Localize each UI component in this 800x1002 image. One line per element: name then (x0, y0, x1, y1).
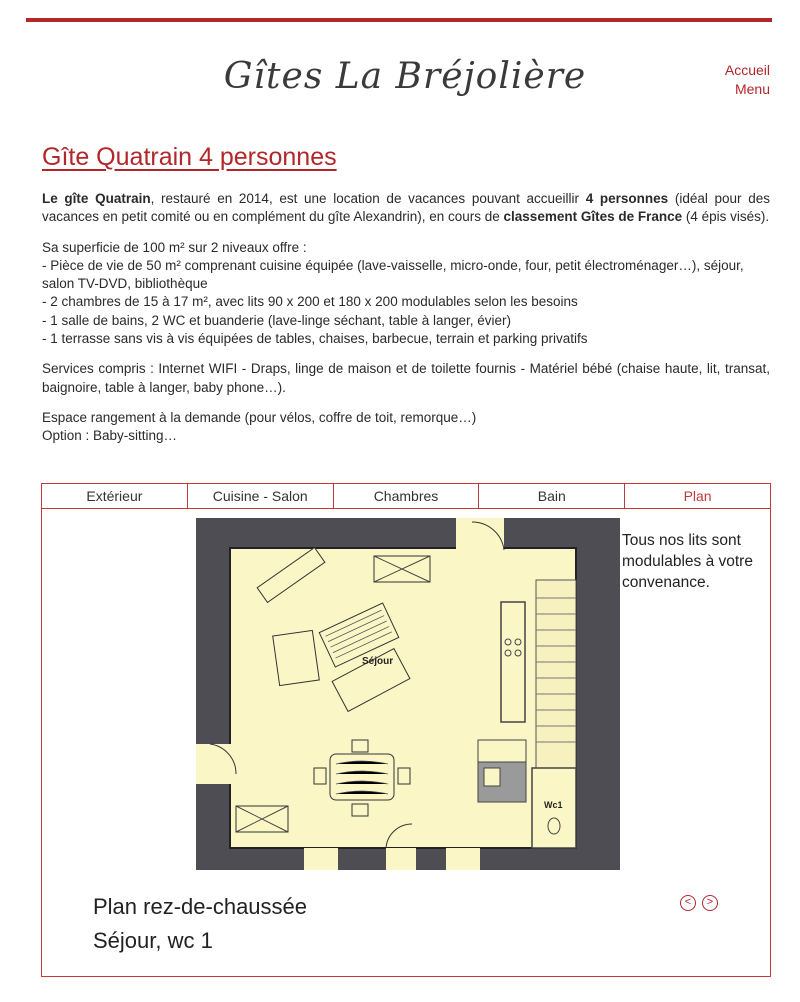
next-slide-button[interactable]: > (702, 895, 718, 911)
slide-caption (93, 890, 307, 958)
tab-plan[interactable]: Plan (683, 488, 712, 504)
features-line: - 1 terrasse sans vis à vis équipées de tables, chaises, barbecue, terrain et parking privatifs (42, 331, 588, 347)
tab-chambres[interactable]: Chambres (334, 484, 480, 508)
features-line: - 1 salle de bains, 2 WC et buanderie (lave-linge séchant, table à langer, évier) (42, 312, 512, 328)
classification: classement Gîtes de France (503, 209, 683, 225)
tab-cuisine-salon[interactable]: Cuisine - Salon (188, 484, 334, 508)
storage-paragraph: Espace rangement à la demande (pour vélos, coffre de toit, remorque…) Option : Baby-sitting… (42, 409, 477, 444)
nav-home-link[interactable]: Accueil (724, 62, 770, 78)
features-line: - Pièce de vie de 50 m² comprenant cuisine équipée (lave-vaisselle, micro-onde, four, petit électroménager…), séjour, salon TV-DVD, bibliothèque (42, 257, 744, 292)
room-label-sejour: Séjour (362, 656, 394, 667)
description (42, 190, 770, 458)
gite-name: Le gîte Quatrain (42, 191, 151, 206)
room-label-wc: Wc1 (544, 800, 563, 810)
intro-paragraph: Le gîte Quatrain, restauré en 2014, est une location de vacances pouvant accueillir 4 personnes (idéal pour des vacances en petit comité ou en complément du gîte Alexandrin), en cours de classement Gîtes de France (4 épis visés). (42, 191, 770, 225)
site-title[interactable]: Gîtes La Bréjolière (223, 56, 587, 97)
features-line: - 2 chambres de 15 à 17 m², avec lits 90 x 200 et 180 x 200 modulables selon les besoins (42, 294, 578, 310)
capacity: 4 personnes (585, 191, 669, 206)
top-accent-bar (26, 18, 772, 22)
caption-line: Séjour, wc 1 (93, 928, 213, 953)
caption-line: Plan rez-de-chaussée (93, 894, 308, 919)
tab-bain[interactable]: Bain (479, 484, 625, 508)
nav-menu-link[interactable]: Menu (734, 81, 770, 97)
gallery-tabs-panel (41, 483, 771, 977)
tab-exterieur[interactable]: Extérieur (42, 484, 188, 508)
slide-nav (680, 895, 718, 911)
features-paragraph (42, 239, 770, 349)
floor-plan-image (196, 518, 620, 870)
features-line: Sa superficie de 100 m² sur 2 niveaux offre : (42, 239, 307, 255)
beds-note: Tous nos lits sont modulables à votre convenance. (622, 532, 753, 591)
tab-bar (42, 484, 770, 509)
prev-slide-button[interactable]: < (680, 895, 696, 911)
services-paragraph: Services compris : Internet WIFI - Draps, linge de maison et de toilette fournis - Matériel bébé (chaise haute, lit, transat, baignoire, table à langer, baby phone…). (42, 361, 770, 395)
page-title: Gîte Quatrain 4 personnes (42, 143, 337, 171)
top-nav (725, 61, 770, 99)
